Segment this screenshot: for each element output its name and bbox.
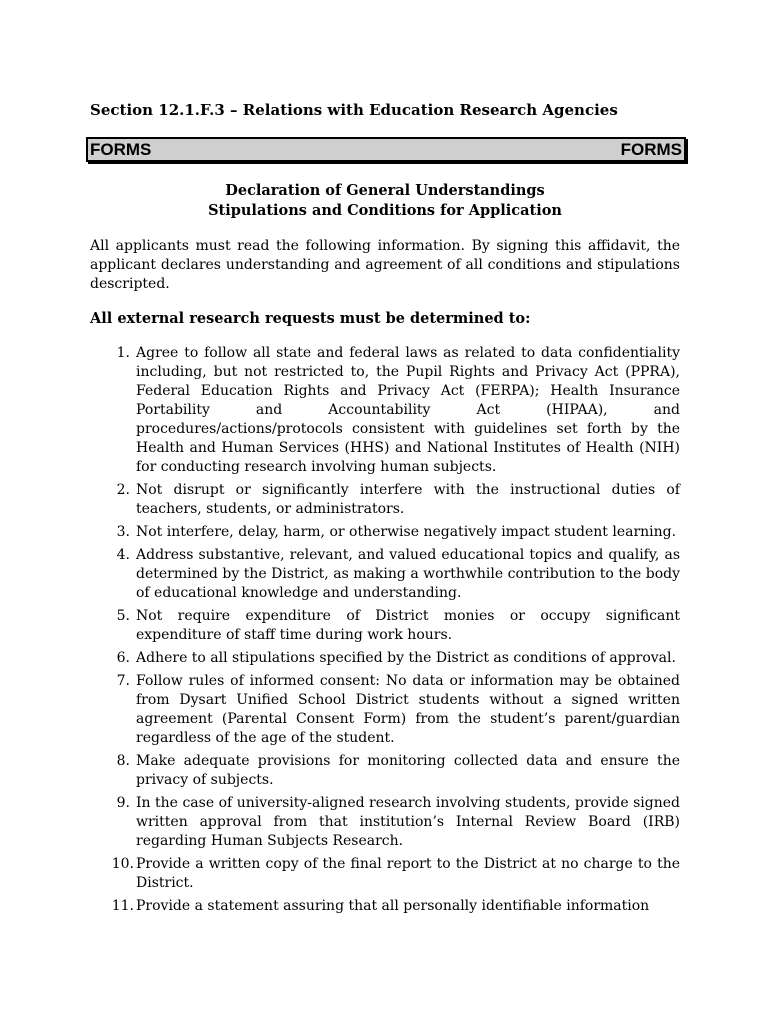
item-text: Address substantive, relevant, and valued educational topics and qualify, as determined by the District, as making a worthwhile contribution to the body of educational knowledge and understanding. <box>136 547 680 601</box>
list-item <box>90 546 680 603</box>
item-text: Not interfere, delay, harm, or otherwise negatively impact student learning. <box>136 524 677 540</box>
item-text: Agree to follow all state and federal laws as related to data confidentiality including, but not restricted to, the Pupil Rights and Privacy Act (PPRA), Federal Education Rights and Privacy Act (FERPA); Health Insurance Portability and Accountability Act (HIPAA), and procedures/actions/protocols consistent with guidelines set forth by the Health and Human Services (HHS) and National Institutes of Health (NIH) for conducting research involving human subjects. <box>136 345 680 475</box>
item-number: 9. <box>116 795 130 811</box>
document-heading <box>90 181 680 221</box>
item-number: 11. <box>111 898 134 914</box>
item-text: In the case of university-aligned research involving students, provide signed written approval from that institution’s Internal Review Board (IRB) regarding Human Subjects Research. <box>136 795 680 849</box>
forms-label-right: FORMS <box>620 140 682 159</box>
item-number: 1. <box>116 345 130 361</box>
item-text: Not require expenditure of District monies or occupy significant expenditure of staff time during work hours. <box>136 608 680 643</box>
item-text: Provide a statement assuring that all personally identifiable information <box>136 898 650 914</box>
list-item <box>90 672 680 748</box>
list-item <box>90 752 680 790</box>
list-item <box>90 481 680 519</box>
item-number: 6. <box>116 650 130 666</box>
item-number: 5. <box>116 608 130 624</box>
list-item <box>90 523 680 542</box>
forms-banner <box>86 137 686 162</box>
item-text: Adhere to all stipulations specified by the District as conditions of approval. <box>136 650 676 666</box>
section-title: Section 12.1.F.3 – Relations with Education Research Agencies <box>90 101 618 119</box>
list-heading: All external research requests must be determined to: <box>90 310 531 327</box>
forms-label-left: FORMS <box>90 140 152 159</box>
item-number: 4. <box>116 547 130 563</box>
item-number: 2. <box>116 482 130 498</box>
item-text: Not disrupt or significantly interfere with the instructional duties of teachers, students, or administrators. <box>136 482 680 517</box>
item-text: Follow rules of informed consent: No data or information may be obtained from Dysart Unified School District students without a signed written agreement (Parental Consent Form) from the student’s parent/guardian regardless of the age of the student. <box>136 673 680 746</box>
list-item <box>90 855 680 893</box>
item-number: 7. <box>116 673 130 689</box>
item-text: Make adequate provisions for monitoring collected data and ensure the privacy of subjects. <box>136 753 680 788</box>
list-item <box>90 649 680 668</box>
item-text: Provide a written copy of the final report to the District at no charge to the District. <box>136 856 680 891</box>
item-number: 3. <box>116 524 130 540</box>
list-item <box>90 897 680 916</box>
list-item <box>90 344 680 477</box>
heading-line-2: Stipulations and Conditions for Application <box>208 202 562 219</box>
item-number: 10. <box>111 856 134 872</box>
intro-paragraph: All applicants must read the following information. By signing this affidavit, the applicant declares understanding and agreement of all conditions and stipulations descripted. <box>90 238 680 292</box>
list-item <box>90 794 680 851</box>
heading-line-1: Declaration of General Understandings <box>225 182 545 199</box>
stipulations-list <box>90 344 680 920</box>
list-item <box>90 607 680 645</box>
item-number: 8. <box>116 753 130 769</box>
